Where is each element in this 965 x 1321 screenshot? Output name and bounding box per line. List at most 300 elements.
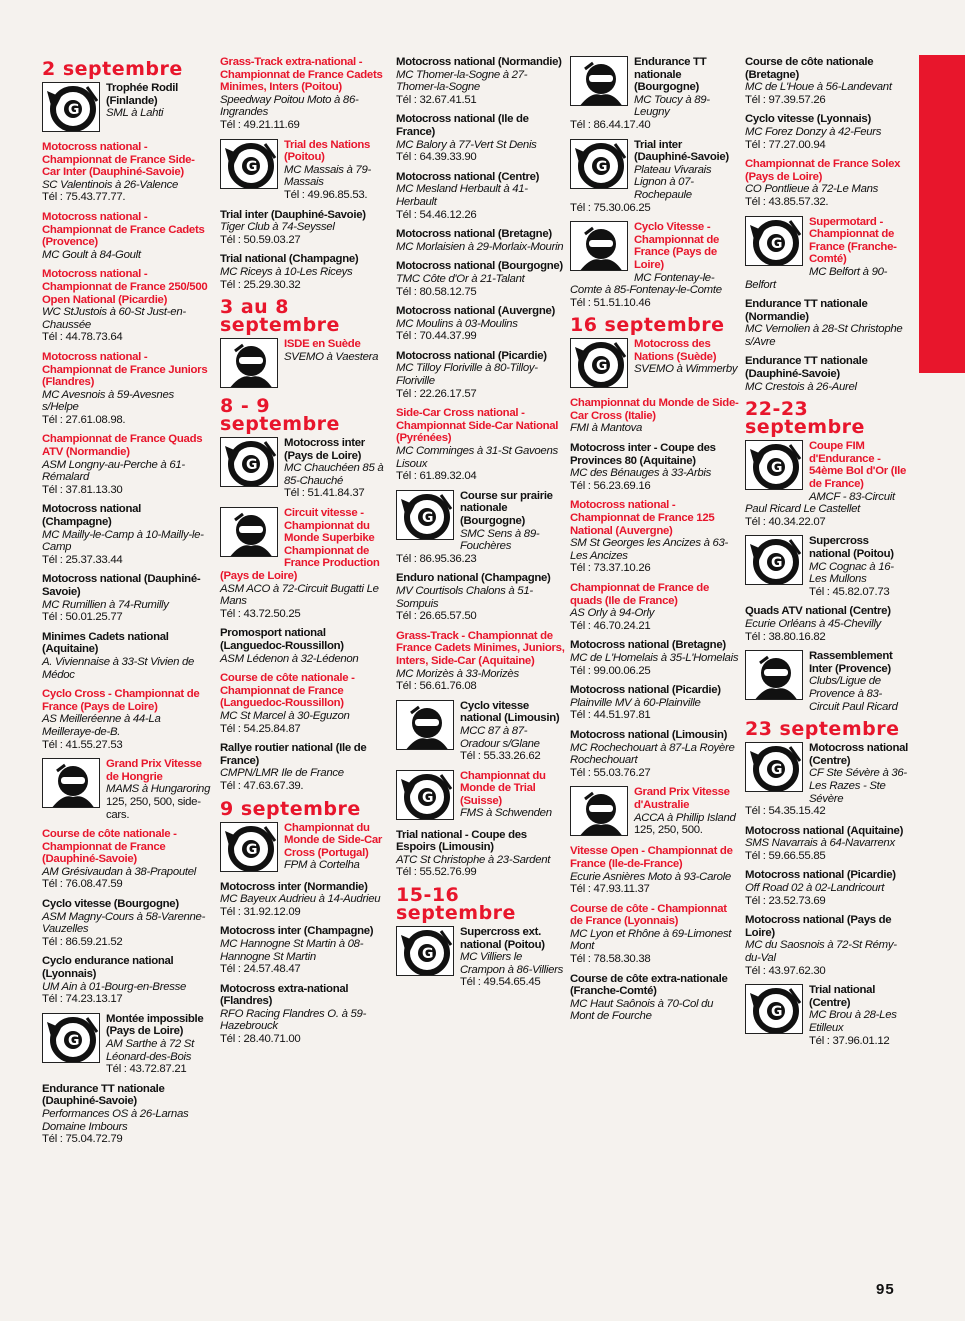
event-title: Endurance TT nationale (Normandie) <box>745 298 868 323</box>
event-organizer: Ecurie Orléans à 45-Chevilly <box>745 617 881 630</box>
event-phone: Tél : 61.89.32.04 <box>396 470 477 483</box>
event-phone: Tél : 47.63.67.39. <box>220 779 304 792</box>
event-phone: Tél : 56.23.69.16 <box>570 479 651 492</box>
event-entry <box>745 298 910 348</box>
event-entry <box>570 139 740 215</box>
event-phone: Tél : 51.41.84.37 <box>284 487 365 500</box>
event-phone: Tél : 44.51.97.81 <box>570 709 651 722</box>
event-organizer: SC Valentinois à 26-Valence <box>42 178 179 191</box>
event-organizer: AS Orly à 94-Orly <box>570 607 655 620</box>
event-phone: Tél : 32.67.41.51 <box>396 93 477 106</box>
event-phone: Tél : 86.95.36.23 <box>396 552 477 565</box>
event-phone: Tél : 37.81.13.30 <box>42 483 123 496</box>
event-title: Grass-Track extra-national - Championnat de France Cadets Minimes, Inters (Poitou) <box>220 56 383 94</box>
event-entry <box>745 158 910 208</box>
event-title: Trophée Rodil (Finlande) <box>106 82 179 107</box>
event-title: Trial inter (Dauphiné-Savoie) <box>634 138 729 164</box>
event-phone: Tél : 45.82.07.73 <box>809 585 890 598</box>
event-title: Motocross national (Champagne) <box>42 503 142 529</box>
event-organizer: MAMS à Hungaroring <box>106 783 211 796</box>
event-organizer: ASM Longny-au-Perche à 61-Rémalard <box>42 458 185 484</box>
svg-text:G: G <box>246 457 258 474</box>
event-organizer: FPM à Cortelha <box>284 859 360 872</box>
event-organizer: FMS à Schwenden <box>460 807 552 820</box>
event-organizer: MC Villiers le Crampon à 86-Villiers <box>460 951 564 976</box>
column-3 <box>396 56 566 996</box>
event-entry <box>396 926 566 989</box>
moto-cross-icon <box>745 535 803 585</box>
event-title: Side-Car Cross national - Championnat Side-Car National (Pyrénées) <box>396 407 559 445</box>
event-title: Quads ATV national (Centre) <box>745 605 891 618</box>
event-phone: Tél : 24.57.48.47 <box>220 963 301 976</box>
event-entry <box>570 582 740 632</box>
event-title: Motocross national (Normandie) <box>396 56 562 68</box>
svg-text:G: G <box>771 555 783 572</box>
event-entry <box>220 983 390 1046</box>
event-entry <box>220 139 390 202</box>
event-phone: Tél : 23.52.73.69 <box>745 894 826 907</box>
event-entry <box>396 350 566 400</box>
event-entry <box>570 338 740 390</box>
event-organizer: CMPN/LMR Ile de France <box>220 767 344 780</box>
event-organizer: MC Forez Donzy à 42-Feurs <box>745 125 882 138</box>
moto-cross-icon <box>570 139 628 189</box>
event-organizer: WC StJustois à 60-St Just-en-Chaussée <box>42 306 186 331</box>
event-phone: Tél : 43.72.50.25 <box>220 607 301 620</box>
svg-text:G: G <box>771 762 783 779</box>
column-2 <box>220 56 390 1053</box>
event-title: Motocross national (Pays de Loire) <box>745 914 892 939</box>
event-organizer: MC Crestois à 26-Aurel <box>745 380 857 393</box>
event-organizer: ASM Magny-Cours à 58-Varenne-Vauzelles <box>42 910 206 936</box>
event-entry <box>42 1083 212 1146</box>
event-title: Championnat du Monde de Side-Car Cross (Portugal) <box>284 821 383 859</box>
event-entry <box>396 228 566 253</box>
event-phone: 125, 250, 500, side-cars. <box>106 795 201 821</box>
event-organizer: ASM ACO à 72-Circuit Bugatti Le Mans <box>220 582 379 608</box>
rider-icon <box>220 338 278 388</box>
event-phone: Tél : 49.54.65.45 <box>460 976 541 989</box>
date-heading-22-23-septembre: 22-23 septembre <box>745 398 865 439</box>
event-organizer: MC Balory à 77-Vert St Denis <box>396 138 537 151</box>
event-organizer: AS Meilleréenne à 44-La Meilleraye-de-B. <box>42 713 161 738</box>
event-phone: Tél : 59.66.55.85 <box>745 849 826 862</box>
event-entry <box>745 535 910 598</box>
event-title: Championnat du Monde de Side-Car Cross (Italie) <box>570 397 739 422</box>
event-phone: Tél : 40.34.22.07 <box>745 515 826 528</box>
svg-text:G: G <box>246 158 258 175</box>
svg-text:G: G <box>422 509 434 526</box>
event-title: Trial national (Champagne) <box>220 253 359 266</box>
svg-text:G: G <box>68 1032 80 1049</box>
event-title: Trial des Nations (Poitou) <box>284 138 371 164</box>
event-title: Championnat de France Quads ATV (Normandie) <box>42 433 203 459</box>
moto-cross-icon <box>220 822 278 872</box>
event-title: Motocross national - Championnat de France Side-Car Inter (Dauphiné-Savoie) <box>42 141 195 179</box>
event-title: Motocross national (Auvergne) <box>396 305 556 318</box>
event-organizer: CF Ste Sévère à 36-Les Razes - Ste Sévère <box>809 767 907 805</box>
column-1 <box>42 56 212 1153</box>
event-entry <box>220 822 390 874</box>
event-phone: Tél : 43.85.57.32. <box>745 195 829 208</box>
moto-cross-icon <box>396 770 454 820</box>
event-title: Grand Prix Vitesse d'Australie <box>634 786 730 811</box>
event-entry <box>745 825 910 863</box>
event-entry <box>570 442 740 492</box>
event-entry <box>220 507 390 620</box>
rider-icon <box>570 56 628 106</box>
event-title: Circuit vitesse - Championnat du Monde Superbike Championnat de France Production (Pays de Loire) <box>220 507 380 583</box>
event-entry <box>42 268 212 344</box>
event-organizer: Speedway Poitou Moto à 86-Ingrandes <box>220 93 359 119</box>
event-organizer: MC Toucy à 89-Leugny <box>634 93 710 119</box>
event-organizer: MC Lyon et Rhône à 69-Limonest Mont <box>570 927 732 953</box>
event-entry <box>745 650 910 713</box>
event-title: Cyclo Vitesse - Championnat de France (Pays de Loire) <box>634 221 720 271</box>
event-title: Supercross ext. national (Poitou) <box>460 926 545 951</box>
event-phone: Tél : 76.08.47.59 <box>42 878 123 891</box>
event-entry <box>220 627 390 665</box>
date-heading-15-16-septembre: 15-16 septembre <box>396 884 516 925</box>
event-title: Motocross national - Championnat de France 125 National (Auvergne) <box>570 499 715 537</box>
event-phone: Tél : 50.01.25.77 <box>42 611 123 624</box>
event-organizer: MC Rochechouart à 87-La Royère Rochechouart <box>570 741 735 767</box>
event-entry <box>42 1013 212 1076</box>
moto-cross-icon <box>745 742 803 792</box>
event-title: Motocross national (Picardie) <box>570 684 721 697</box>
event-title: ISDE en Suède <box>284 338 361 351</box>
event-phone: Tél : 55.03.76.27 <box>570 766 651 779</box>
event-phone: Tél : 43.97.62.30 <box>745 964 826 977</box>
event-phone: Tél : 50.59.03.27 <box>220 233 301 246</box>
event-phone: Tél : 27.61.08.98. <box>42 413 126 426</box>
event-phone: Tél : 80.58.12.75 <box>396 285 477 298</box>
event-title: Motocross national (Limousin) <box>570 728 728 741</box>
event-entry <box>570 639 740 677</box>
event-title: Motocross national (Centre) <box>396 170 540 183</box>
date-heading-8-9-septembre: 8 - 9 septembre <box>220 395 340 436</box>
event-title: Trial inter (Dauphiné-Savoie) <box>220 208 366 221</box>
column-5 <box>745 56 910 1054</box>
event-entry <box>220 56 390 132</box>
event-organizer: Tiger Club à 74-Seyssel <box>220 221 335 234</box>
event-entry <box>570 973 740 1023</box>
svg-text:G: G <box>596 358 608 375</box>
event-organizer: ASM Lédenon à 32-Lédenon <box>220 652 359 665</box>
rider-icon <box>570 786 628 836</box>
event-organizer: MC Mailly-le-Camp à 10-Mailly-le-Camp <box>42 528 204 554</box>
event-entry <box>42 82 212 134</box>
event-title: Cyclo Cross - Championnat de France (Pays de Loire) <box>42 688 200 713</box>
event-entry <box>570 903 740 966</box>
event-entry <box>396 770 566 822</box>
svg-text:G: G <box>771 235 783 252</box>
event-title: Motocross national (Picardie) <box>396 349 547 362</box>
event-title: Motocross national (Ile de France) <box>396 113 529 138</box>
event-entry <box>570 684 740 722</box>
event-phone: Tél : 25.29.30.32 <box>220 278 301 291</box>
rider-icon <box>396 700 454 750</box>
event-organizer: MC de L'Homelais à 35-L'Homelais <box>570 651 739 664</box>
event-organizer: SMS Navarrais à 64-Navarrenx <box>745 837 895 850</box>
event-title: Grass-Track - Championnat de France Cadets Minimes, Juniors, Inters, Side-Car (Aquitaine) <box>396 629 565 667</box>
event-phone: Tél : 44.78.73.64 <box>42 331 123 344</box>
event-organizer: MCC 87 à 87-Oradour s/Glane <box>460 724 540 750</box>
event-entry <box>220 925 390 975</box>
event-organizer: AMCF - 83-Circuit Paul Ricard Le Castellet <box>745 490 895 516</box>
moto-cross-icon <box>42 82 100 132</box>
event-phone: Tél : 86.59.21.52 <box>42 935 123 948</box>
event-organizer: CO Pontlieue à 72-Le Mans <box>745 183 879 196</box>
date-heading-16-septembre: 16 septembre <box>570 314 725 337</box>
event-entry <box>396 490 566 566</box>
moto-cross-icon <box>220 437 278 487</box>
event-phone: Tél : 46.70.24.21 <box>570 619 651 632</box>
event-organizer: MC Cognac à 16-Les Mullons <box>809 560 894 586</box>
event-title: Championnat du Monde de Trial (Suisse) <box>460 769 546 807</box>
event-phone: Tél : 99.00.06.25 <box>570 664 651 677</box>
event-phone: Tél : 54.25.84.87 <box>220 722 301 735</box>
event-entry <box>42 631 212 681</box>
moto-cross-icon <box>745 216 803 266</box>
event-organizer: SM St Georges les Ancizes à 63-Les Ancizes <box>570 537 729 562</box>
svg-text:G: G <box>422 789 434 806</box>
event-phone: Tél : 75.04.72.79 <box>42 1133 123 1146</box>
event-organizer: SMC Sens à 89-Fouchères <box>460 527 540 553</box>
event-phone: Tél : 47.93.11.37 <box>570 883 650 896</box>
rider-icon <box>570 221 628 271</box>
event-title: Grand Prix Vitesse de Hongrie <box>106 758 202 783</box>
event-title: Supermotard - Championnat de France (Franche-Comté) <box>809 215 897 266</box>
event-entry <box>220 881 390 919</box>
event-organizer: MC Hannogne St Martin à 08-Hannogne St Martin <box>220 937 364 963</box>
event-title: Motocross national - Championnat de France Juniors (Flandres) <box>42 350 208 389</box>
event-entry <box>396 305 566 343</box>
event-phone: Tél : 54.35.15.42 <box>745 805 826 818</box>
event-title: Motocross national - Championnat de France 250/500 Open National (Picardie) <box>42 268 208 306</box>
event-organizer: Clubs/Ligue de Provence à 83-Circuit Paul Ricard <box>809 675 898 713</box>
event-title: Course de côte nationale - Championnat de France (Dauphiné-Savoie) <box>42 828 177 866</box>
event-entry <box>396 260 566 298</box>
event-phone: Tél : 70.44.37.99 <box>396 330 477 343</box>
date-heading-23-septembre: 23 septembre <box>745 718 900 741</box>
event-title: Trial national - Coupe des Espoirs (Limousin) <box>396 828 527 854</box>
event-entry <box>42 828 212 891</box>
event-organizer: MC Goult à 84-Goult <box>42 248 141 261</box>
event-title: Cyclo vitesse (Lyonnais) <box>745 113 871 126</box>
date-heading-2-septembre: 2 septembre <box>42 58 183 80</box>
event-entry <box>220 672 390 735</box>
event-phone: Tél : 25.37.33.44 <box>42 553 123 566</box>
event-organizer: MC de L'Houe à 56-Landevant <box>745 81 892 94</box>
event-phone: Tél : 43.72.87.21 <box>106 1063 187 1076</box>
event-title: Cyclo vitesse national (Limousin) <box>460 699 560 725</box>
moto-cross-icon <box>396 926 454 976</box>
event-organizer: MC Tilloy Floriville à 80-Tilloy-Floriville <box>396 362 538 388</box>
event-phone: Tél : 97.39.57.26 <box>745 93 826 106</box>
event-title: Supercross national (Poitou) <box>809 535 894 560</box>
event-title: Motocross inter (Pays de Loire) <box>284 437 365 462</box>
event-organizer: MC Riceys à 10-Les Riceys <box>220 265 353 278</box>
date-heading-9-septembre: 9 septembre <box>220 797 361 820</box>
event-organizer: UM Ain à 01-Bourg-en-Bresse <box>42 980 187 993</box>
event-entry <box>220 437 390 500</box>
event-phone: Tél : 22.26.17.57 <box>396 387 477 400</box>
event-organizer: MC du Saosnois à 72-St Rémy-du-Val <box>745 939 897 965</box>
event-title: Championnat de France Solex (Pays de Loire) <box>745 158 901 183</box>
event-phone: Tél : 78.58.30.38 <box>570 953 651 966</box>
event-entry <box>396 56 566 106</box>
event-title: Cyclo endurance national (Lyonnais) <box>42 955 174 981</box>
event-title: Cyclo vitesse (Bourgogne) <box>42 898 179 911</box>
event-title: Championnat de France de quads (Ile de France) <box>570 582 710 607</box>
moto-cross-icon <box>220 139 278 189</box>
event-title: Motocross extra-national (Flandres) <box>220 982 349 1008</box>
event-phone: Tél : 75.43.77.77. <box>42 191 126 204</box>
svg-text:G: G <box>596 158 608 175</box>
event-title: Rassemblement Inter (Provence) <box>809 650 893 675</box>
event-entry <box>745 869 910 907</box>
event-title: Motocross inter - Coupe des Provinces 80 (Aquitaine) <box>570 442 716 467</box>
event-entry <box>570 786 740 838</box>
event-entry <box>396 113 566 163</box>
event-title: Motocross national (Bourgogne) <box>396 260 563 273</box>
event-organizer: MC Rumillien à 74-Rumilly <box>42 598 169 611</box>
event-organizer: MC St Marcel à 30-Eguzon <box>220 709 350 722</box>
event-title: Motocross inter (Normandie) <box>220 880 368 893</box>
event-phone: Tél : 75.30.06.25 <box>570 201 651 214</box>
event-organizer: MC Belfort à 90-Belfort <box>745 265 888 291</box>
event-organizer: SVEMO à Vaestera <box>284 350 379 363</box>
event-organizer: RFO Racing Flandres O. à 59-Hazebrouck <box>220 1007 367 1033</box>
event-organizer: A. Viviennaise à 33-St Vivien de Médoc <box>42 655 195 681</box>
event-entry <box>396 829 566 879</box>
event-organizer: MC Mesland Herbault à 41-Herbault <box>396 183 528 208</box>
event-organizer: MC Vernolien à 28-St Christophe s/Avre <box>745 323 903 348</box>
event-title: Coupe FIM d'Endurance - 54ème Bol d'Or (Ile de France) <box>809 440 907 491</box>
event-organizer: MC Haut Saônois à 70-Col du Mont de Fourche <box>570 997 714 1023</box>
moto-cross-icon <box>396 490 454 540</box>
event-title: Endurance TT nationale (Bourgogne) <box>634 56 707 94</box>
event-entry <box>570 221 740 309</box>
event-title: Course de côte - Championnat de France (Lyonnais) <box>570 902 727 928</box>
event-organizer: MC Moulins à 03-Moulins <box>396 317 518 330</box>
event-entry <box>42 898 212 948</box>
event-entry <box>570 845 740 895</box>
event-organizer: FMI à Mantova <box>570 422 643 435</box>
event-organizer: TMC Côte d'Or à 21-Talant <box>396 272 525 285</box>
event-phone: 125, 250, 500. <box>634 824 703 837</box>
event-title: Minimes Cadets national (Aquitaine) <box>42 630 169 656</box>
event-title: Course de côte nationale (Bretagne) <box>745 56 874 81</box>
event-title: Motocross national (Picardie) <box>745 869 896 882</box>
event-entry <box>220 209 390 247</box>
event-title: Motocross des Nations (Suède) <box>634 338 717 363</box>
event-title: Motocross national (Centre) <box>809 742 909 767</box>
event-organizer: MC Morlaisien à 29-Morlaix-Mourin <box>396 240 564 253</box>
event-phone: Tél : 74.23.13.17 <box>42 993 123 1006</box>
event-organizer: MC des Bénauges à 33-Arbis <box>570 467 711 480</box>
event-entry <box>745 742 910 818</box>
event-phone: Tél : 41.55.27.53 <box>42 738 123 751</box>
event-entry <box>396 407 566 483</box>
event-entry <box>42 433 212 496</box>
event-organizer: MC Bayeux Audrieu à 14-Audrieu <box>220 893 381 906</box>
event-phone: Tél : 28.40.71.00 <box>220 1033 301 1046</box>
event-organizer: MC Brou à 28-Les Etilleux <box>809 1009 897 1034</box>
event-organizer: MC Thomer-la-Sogne à 27-Thomer-la-Sogne <box>396 68 528 94</box>
event-title: Trial national (Centre) <box>809 984 876 1009</box>
event-entry <box>745 984 910 1047</box>
event-phone: Tél : 55.52.76.99 <box>396 866 477 879</box>
event-phone: Tél : 77.27.00.94 <box>745 138 826 151</box>
event-organizer: SML à Lahti <box>106 107 164 120</box>
event-entry <box>220 338 390 390</box>
svg-text:G: G <box>422 946 434 963</box>
column-4 <box>570 56 740 1030</box>
event-phone: Tél : 54.46.12.26 <box>396 208 477 221</box>
event-entry <box>745 113 910 151</box>
rider-icon <box>42 758 100 808</box>
red-edge-tab <box>919 55 965 373</box>
event-organizer: MC Chauchéen 85 à 85-Chauché <box>284 462 384 487</box>
event-organizer: MV Courtisols Chalons à 51-Sompuis <box>396 584 533 610</box>
event-organizer: ATC St Christophe à 23-Sardent <box>396 853 551 866</box>
rider-icon <box>220 507 278 557</box>
event-phone: Tél : 37.96.01.12 <box>809 1034 890 1047</box>
event-title: Endurance TT nationale (Dauphiné-Savoie) <box>42 1082 165 1108</box>
event-entry <box>396 171 566 221</box>
event-title: Endurance TT nationale (Dauphiné-Savoie) <box>745 355 868 381</box>
event-title: Motocross inter (Champagne) <box>220 925 374 938</box>
date-heading-3-au-8-septembre: 3 au 8 septembre <box>220 296 340 337</box>
svg-text:G: G <box>68 102 80 118</box>
event-title: Motocross national (Bretagne) <box>396 228 552 241</box>
event-title: Motocross national (Dauphiné-Savoie) <box>42 573 201 598</box>
event-entry <box>396 572 566 622</box>
moto-cross-icon <box>745 440 803 490</box>
event-organizer: AM Sarthe à 72 St Léonard-des-Bois <box>106 1038 194 1063</box>
event-phone: Tél : 49.96.85.53. <box>284 188 368 201</box>
event-entry <box>745 605 910 643</box>
event-entry <box>745 440 910 528</box>
moto-cross-icon <box>42 1013 100 1063</box>
event-phone: Tél : 51.51.10.46 <box>570 296 651 309</box>
event-entry <box>570 729 740 779</box>
event-phone: Tél : 56.61.76.08 <box>396 680 477 693</box>
event-organizer: AM Grésivaudan à 38-Prapoutel <box>42 865 197 878</box>
event-title: Course de côte nationale - Championnat de France (Languedoc-Roussillon) <box>220 672 355 710</box>
event-organizer: Plateau Vivarais Lignon à 07-Rochepaule <box>634 163 712 201</box>
moto-cross-icon <box>745 984 803 1034</box>
rider-icon <box>745 650 803 700</box>
event-organizer: Performances OS à 26-Larnas Domaine Imbours <box>42 1107 189 1133</box>
page-number: 95 <box>876 1281 895 1298</box>
event-entry <box>745 914 910 977</box>
event-phone: Tél : 73.37.10.26 <box>570 562 651 575</box>
event-phone: Tél : 64.39.33.90 <box>396 151 477 164</box>
svg-text:G: G <box>771 460 783 477</box>
event-title: Course de côte extra-nationale (Franche-Comté) <box>570 972 728 998</box>
event-entry <box>570 499 740 575</box>
event-entry <box>42 688 212 751</box>
event-title: Course sur prairie nationale (Bourgogne) <box>460 489 553 527</box>
event-entry <box>42 955 212 1005</box>
event-entry <box>570 56 740 132</box>
svg-text:G: G <box>246 841 258 858</box>
event-entry <box>745 355 910 393</box>
event-organizer: ACCA à Phillip Island <box>634 811 736 824</box>
